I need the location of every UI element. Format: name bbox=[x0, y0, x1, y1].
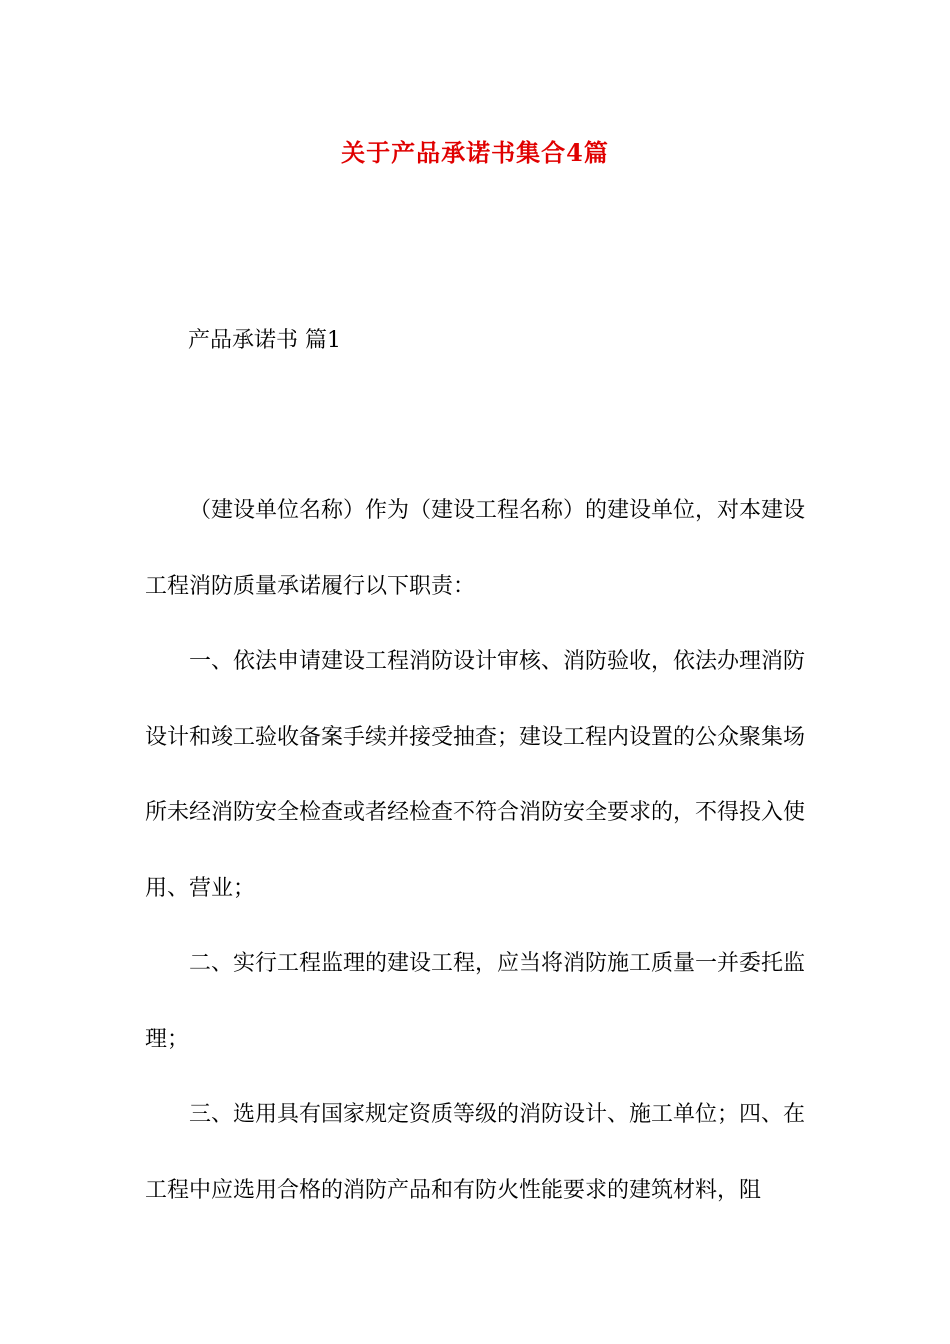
paragraph: （建设单位名称）作为（建设工程名称）的建设单位，对本建设工程消防质量承诺履行以下职责： bbox=[145, 498, 806, 599]
paragraph: 一、依法申请建设工程消防设计审核、消防验收，依法办理消防设计和竣工验收备案手续并接受抽查；建设工程内设置的公众聚集场所未经消防安全检查或者经检查不符合消防安全要求的，不得投入使用、营业； bbox=[145, 649, 806, 901]
document-title: 关于产品承诺书集合4篇 bbox=[341, 138, 609, 167]
paragraph: 二、实行工程监理的建设工程，应当将消防施工质量一并委托监理； bbox=[145, 951, 806, 1052]
section-heading: 产品承诺书 篇1 bbox=[188, 328, 341, 353]
paragraph: 三、选用具有国家规定资质等级的消防设计、施工单位；四、在工程中应选用合格的消防产品和有防火性能要求的建筑材料，阻 bbox=[145, 1102, 806, 1203]
document-body bbox=[145, 473, 805, 1228]
